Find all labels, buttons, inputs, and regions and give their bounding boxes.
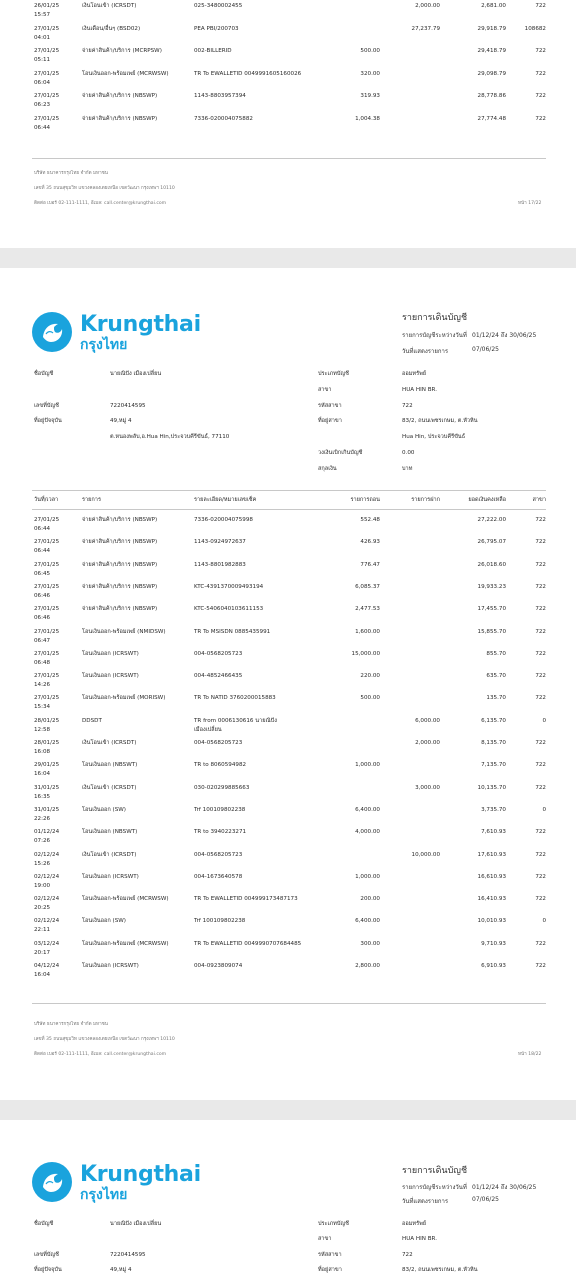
cell-time: 06:46 [34, 592, 51, 599]
cell-withdraw: 319.93 [360, 93, 380, 100]
page-number: หน้า 17/22 [518, 201, 542, 206]
cell-date: 27/01/25 [34, 583, 60, 590]
cell-desc: เงินโอนเข้า (ICRSDT) [82, 784, 137, 791]
cell-balance: 7,610.93 [481, 829, 506, 836]
page-number: หน้า 18/22 [518, 1052, 542, 1057]
cell-branch: 722 [535, 695, 546, 702]
cell-time: 15:26 [34, 860, 51, 867]
branch-code: 722 [402, 1252, 413, 1258]
print-date: 07/06/25 [472, 1196, 499, 1203]
overdraft: 0.00 [402, 450, 415, 456]
cell-detail: 7336-020004075998 [194, 517, 253, 523]
cell-deposit: 2,000.00 [415, 3, 440, 9]
account-name: นายณิปัง เมืองเปลี่ยน [110, 1221, 162, 1227]
cell-branch: 722 [535, 940, 546, 947]
cell-time: 16:04 [34, 771, 51, 778]
cell-branch: 722 [535, 963, 546, 969]
cell-date: 27/01/25 [34, 70, 60, 77]
cell-detail-line2: เมืองเปลี่ยน [194, 726, 222, 733]
cell-desc: เงินโอนเข้า (ICRSDT) [82, 3, 137, 9]
cell-withdraw: 1,000.00 [355, 873, 380, 880]
cell-withdraw: 2,477.53 [355, 606, 380, 613]
cell-balance: 7,135.70 [481, 762, 506, 769]
cell-branch: 722 [535, 116, 546, 122]
cell-branch: 722 [535, 561, 546, 568]
cell-branch: 722 [535, 517, 546, 523]
cell-desc: โอนเงินออก (SW) [82, 918, 126, 925]
branch-address-line2: Hua Hin, ประจวบคีรีขันธ์ [402, 434, 466, 440]
cell-withdraw: 1,600.00 [355, 628, 380, 635]
cell-balance: 15,855.70 [477, 628, 506, 635]
branch-address-label: ที่อยู่สาขา [318, 418, 342, 424]
cell-desc: DDSDT [82, 717, 102, 724]
address-line1: 49,หมู่ 4 [110, 418, 132, 424]
currency: บาท [402, 466, 413, 472]
account-type-label: ประเภทบัญชี [318, 371, 349, 377]
cell-balance: 17,455.70 [477, 606, 506, 613]
cell-branch: 722 [535, 606, 546, 613]
footer-company: บริษัท ธนาคารกรุงไทย จำกัด มหาชน [34, 171, 108, 176]
cell-date: 02/12/24 [34, 918, 60, 925]
cell-balance: 29,418.79 [477, 48, 506, 55]
address-label: ที่อยู่ปัจจุบัน [34, 418, 62, 424]
cell-detail: TR to 8060594982 [194, 762, 247, 769]
cell-time: 05:11 [34, 57, 51, 64]
footer-company: บริษัท ธนาคารกรุงไทย จำกัด มหาชน [34, 1022, 108, 1027]
cell-date: 03/12/24 [34, 940, 60, 947]
cell-balance: 10,135.70 [477, 784, 506, 791]
cell-time: 06:44 [34, 526, 51, 532]
branch-address-line1: 83/2, ถนนเพชรเกษม, ต.หัวหิน [402, 1267, 478, 1273]
branch-code-label: รหัสสาขา [318, 403, 342, 409]
branch: HUA HIN BR. [402, 1236, 438, 1242]
cell-branch: 0 [542, 806, 546, 813]
cell-detail: Trf 100109802238 [194, 806, 246, 813]
brand-name-en: Krungthai [80, 1162, 201, 1187]
col-desc: รายการ [82, 497, 101, 503]
account-name: นายณิปัง เมืองเปลี่ยน [110, 371, 162, 377]
account-number-label: เลขที่บัญชี [34, 1252, 59, 1258]
cell-desc: จ่ายค่าสินค้า/บริการ (NBSWP) [82, 93, 158, 100]
cell-balance: 3,735.70 [481, 806, 506, 813]
cell-deposit: 27,237.79 [411, 25, 440, 32]
cell-desc: โอนเงินออก (ICRSWT) [82, 650, 139, 657]
address-label: ที่อยู่ปัจจุบัน [34, 1267, 62, 1273]
cell-desc: จ่ายค่าสินค้า/บริการ (NBSWP) [82, 561, 158, 568]
cell-time: 16:04 [34, 972, 51, 978]
branch-label: สาขา [318, 1236, 332, 1242]
account-number: 7220414595 [110, 403, 146, 409]
cell-deposit: 6,000.00 [415, 717, 440, 724]
cell-detail: 004-0568205723 [194, 851, 243, 858]
account-name-label: ชื่อบัญชี [34, 371, 54, 377]
address-line2: ต.หนองพลับ,อ.Hua Hin,ประจวบคีรีขันธ์, 77110 [110, 434, 230, 440]
cell-desc: โอนเงินออก-พร้อมเพย์ (MCRWSW) [82, 940, 169, 947]
cell-desc: โอนเงินออก-พร้อมเพย์ (NMIDSW) [82, 628, 166, 635]
account-type-label: ประเภทบัญชี [318, 1221, 349, 1227]
cell-date: 27/01/25 [34, 561, 60, 568]
cell-time: 14:26 [34, 682, 51, 689]
cell-branch: 722 [535, 829, 546, 836]
cell-detail: 025-3480002455 [194, 3, 243, 9]
statement-title: รายการเดินบัญชี [402, 313, 468, 323]
col-balance: ยอดเงินคงเหลือ [468, 497, 506, 503]
cell-desc: จ่ายค่าสินค้า/บริการ (MCRPSW) [82, 48, 162, 55]
cell-detail: 1143-8801982883 [194, 561, 246, 568]
cell-detail: 004-0568205723 [194, 740, 243, 746]
col-detail: รายละเอียด/หมายเลขเช็ค [194, 497, 257, 503]
cell-time: 16:35 [34, 793, 51, 800]
col-deposit: รายการฝาก [411, 497, 440, 503]
cell-balance: 6,135.70 [481, 717, 506, 724]
cell-date: 27/01/25 [34, 25, 60, 32]
statement-page [0, 268, 576, 1100]
cell-balance: 27,222.00 [477, 517, 506, 523]
cell-balance: 635.70 [486, 673, 506, 680]
cell-desc: โอนเงินออก-พร้อมเพย์ (MORISW) [82, 695, 166, 702]
cell-branch: 722 [535, 762, 546, 769]
cell-date: 02/12/24 [34, 851, 60, 858]
cell-withdraw: 776.47 [360, 561, 380, 568]
cell-date: 02/12/24 [34, 896, 60, 903]
cell-desc: จ่ายค่าสินค้า/บริการ (NBSWP) [82, 539, 158, 546]
cell-detail: KTC-4391370009493194 [194, 583, 264, 590]
cell-date: 27/01/25 [34, 628, 60, 635]
cell-branch: 722 [535, 784, 546, 791]
cell-balance: 2,681.00 [481, 3, 506, 9]
col-branch: สาขา [532, 497, 546, 503]
cell-balance: 26,795.07 [477, 539, 506, 546]
cell-balance: 17,610.93 [477, 851, 506, 858]
account-number-label: เลขที่บัญชี [34, 403, 59, 409]
statement-title: รายการเดินบัญชี [402, 1166, 468, 1176]
cell-time: 12:58 [34, 726, 51, 733]
cell-date: 27/01/25 [34, 48, 60, 55]
cell-deposit: 3,000.00 [415, 784, 440, 791]
cell-time: 15:57 [34, 12, 51, 18]
cell-time: 06:46 [34, 615, 51, 622]
cell-date: 27/01/25 [34, 695, 60, 702]
cell-withdraw: 15,000.00 [351, 650, 380, 657]
cell-deposit: 2,000.00 [415, 740, 440, 746]
cell-balance: 135.70 [486, 695, 506, 702]
account-type: ออมทรัพย์ [402, 371, 427, 377]
cell-withdraw: 6,400.00 [355, 918, 380, 925]
cell-balance: 29,098.79 [477, 70, 506, 77]
cell-detail: 004-4852466435 [194, 673, 243, 680]
footer-divider [32, 1003, 546, 1004]
cell-balance: 10,010.93 [477, 918, 506, 925]
cell-branch: 0 [542, 717, 546, 724]
cell-detail: Trf 100109802238 [194, 918, 246, 925]
footer-divider [32, 158, 546, 159]
cell-desc: จ่ายค่าสินค้า/บริการ (NBSWP) [82, 583, 158, 590]
cell-balance: 6,910.93 [481, 963, 506, 969]
cell-time: 22:26 [34, 815, 51, 822]
cell-detail: TR To EWALLETID 0049991605160026 [194, 70, 302, 77]
cell-withdraw: 426.93 [360, 539, 380, 546]
footer-address: เลขที่ 35 ถนนสุขุมวิท แขวงคลองเตยเหนือ เขตวัฒนา กรุงเทพฯ 10110 [34, 186, 175, 191]
cell-desc: โอนเงินออก (NBSWT) [82, 829, 138, 836]
cell-date: 27/01/25 [34, 606, 60, 613]
account-number: 7220414595 [110, 1252, 146, 1258]
cell-balance: 16,610.93 [477, 873, 506, 880]
cell-branch: 722 [535, 896, 546, 903]
krungthai-bird-icon [32, 312, 72, 352]
account-type: ออมทรัพย์ [402, 1221, 427, 1227]
cell-withdraw: 6,400.00 [355, 806, 380, 813]
cell-desc: จ่ายค่าสินค้า/บริการ (NBSWP) [82, 606, 158, 613]
cell-branch: 722 [535, 650, 546, 657]
cell-time: 06:44 [34, 125, 51, 131]
cell-balance: 29,918.79 [477, 25, 506, 32]
cell-time: 07:26 [34, 838, 51, 845]
print-date-label: วันที่แสดงรายการ [402, 1198, 449, 1205]
branch-address-label: ที่อยู่สาขา [318, 1267, 342, 1273]
cell-detail: 1143-8803957394 [194, 93, 246, 100]
cell-date: 27/01/25 [34, 650, 60, 657]
cell-branch: 722 [535, 851, 546, 858]
table-header-bottom-line [32, 509, 546, 510]
cell-date: 27/01/25 [34, 116, 60, 122]
branch-address-line1: 83/2, ถนนเพชรเกษม, ต.หัวหิน [402, 418, 478, 424]
cell-time: 22:11 [34, 927, 51, 934]
cell-time: 06:45 [34, 570, 51, 577]
cell-time: 06:44 [34, 548, 51, 555]
cell-withdraw: 300.00 [360, 940, 380, 947]
cell-branch: 722 [535, 539, 546, 546]
cell-withdraw: 500.00 [360, 48, 380, 55]
cell-detail: 004-1673640578 [194, 873, 243, 880]
cell-branch: 108682 [524, 25, 546, 32]
cell-time: 16:08 [34, 749, 51, 755]
cell-desc: โอนเงินออก (SW) [82, 806, 126, 813]
branch: HUA HIN BR. [402, 387, 438, 393]
cell-balance: 26,018.60 [477, 561, 506, 568]
cell-detail: 1143-0924972637 [194, 539, 246, 546]
print-date-label: วันที่แสดงรายการ [402, 348, 449, 355]
cell-time: 04:01 [34, 34, 51, 41]
period-label: รายการบัญชีระหว่างวันที่ [402, 1184, 467, 1191]
cell-time: 20:25 [34, 905, 51, 912]
cell-withdraw: 1,004.38 [355, 116, 380, 122]
cell-date: 31/01/25 [34, 806, 60, 813]
brand-name-en: Krungthai [80, 312, 201, 337]
cell-desc: เงินโอนเข้า (ICRSDT) [82, 740, 137, 746]
cell-desc: โอนเงินออก (ICRSWT) [82, 873, 139, 880]
cell-balance: 19,933.23 [477, 583, 506, 590]
print-date: 07/06/25 [472, 346, 499, 353]
branch-code: 722 [402, 403, 413, 409]
cell-date: 27/01/25 [34, 673, 60, 680]
statement-page-next [0, 1120, 576, 1280]
cell-balance: 27,774.48 [477, 116, 506, 122]
cell-branch: 722 [535, 93, 546, 100]
cell-time: 06:48 [34, 659, 51, 666]
cell-date: 28/01/25 [34, 717, 60, 724]
cell-detail: TR To NATID 3760200015883 [194, 695, 276, 702]
cell-date: 28/01/25 [34, 740, 60, 746]
cell-desc: เงินเดือน/อื่นๆ (BSD02) [82, 25, 141, 32]
cell-desc: โอนเงินออก-พร้อมเพย์ (MCRWSW) [82, 70, 169, 77]
cell-balance: 9,710.93 [481, 940, 506, 947]
col-date: วันที่/เวลา [34, 497, 59, 503]
krungthai-bird-icon [32, 1162, 72, 1202]
cell-branch: 722 [535, 673, 546, 680]
krungthai-logo [32, 1162, 72, 1202]
cell-branch: 722 [535, 70, 546, 77]
cell-balance: 8,135.70 [481, 740, 506, 746]
cell-date: 31/01/25 [34, 784, 60, 791]
cell-date: 29/01/25 [34, 762, 60, 769]
cell-detail: TR To EWALLETID 004999173487173 [194, 896, 298, 903]
cell-detail: TR to 3940223271 [194, 829, 247, 836]
cell-detail: TR To EWALLETID 0049990707684485 [194, 940, 302, 947]
cell-balance: 855.70 [486, 650, 506, 657]
cell-branch: 722 [535, 3, 546, 9]
col-withdraw: รายการถอน [350, 497, 380, 503]
cell-withdraw: 6,085.37 [355, 583, 380, 590]
cell-desc: เงินโอนเข้า (ICRSDT) [82, 851, 137, 858]
cell-detail: 002-BILLERID [194, 48, 232, 55]
cell-desc: โอนเงินออก (ICRSWT) [82, 673, 139, 680]
cell-time: 06:47 [34, 637, 51, 644]
table-header-top-line [32, 490, 546, 491]
cell-date: 27/01/25 [34, 517, 60, 523]
cell-withdraw: 500.00 [360, 695, 380, 702]
cell-branch: 722 [535, 48, 546, 55]
overdraft-label: วงเงินเบิกเกินบัญชี [318, 450, 363, 456]
cell-detail: 7336-020004075882 [194, 116, 253, 122]
cell-desc: โอนเงินออก (NBSWT) [82, 762, 138, 769]
cell-withdraw: 320.00 [360, 70, 380, 77]
cell-desc: โอนเงินออก (ICRSWT) [82, 963, 139, 969]
cell-desc: จ่ายค่าสินค้า/บริการ (NBSWP) [82, 517, 158, 523]
cell-time: 06:23 [34, 102, 51, 109]
cell-branch: 0 [542, 918, 546, 925]
period-label: รายการบัญชีระหว่างวันที่ [402, 332, 467, 339]
brand-name-th: กรุงไทย [80, 337, 128, 353]
cell-detail: 030-020299885663 [194, 784, 250, 791]
cell-time: 20:17 [34, 949, 51, 956]
cell-time: 15:34 [34, 704, 51, 711]
krungthai-logo [32, 312, 72, 352]
cell-deposit: 10,000.00 [411, 851, 440, 858]
address-line1: 49,หมู่ 4 [110, 1267, 132, 1273]
cell-balance: 16,410.93 [477, 896, 506, 903]
cell-desc: จ่ายค่าสินค้า/บริการ (NBSWP) [82, 116, 158, 122]
cell-withdraw: 552.48 [360, 517, 380, 523]
branch-label: สาขา [318, 387, 332, 393]
cell-branch: 722 [535, 873, 546, 880]
cell-withdraw: 1,000.00 [355, 762, 380, 769]
branch-code-label: รหัสสาขา [318, 1252, 342, 1258]
cell-detail: TR To MSISDN 0885435991 [194, 628, 271, 635]
cell-branch: 722 [535, 740, 546, 746]
footer-contact: ติดต่อ เบอร์ 02-111-1111, อีเมล: call.center@krungthai.com [34, 201, 167, 206]
cell-detail: KTC-5406040103611153 [194, 606, 264, 613]
cell-date: 26/01/25 [34, 3, 60, 9]
footer-contact: ติดต่อ เบอร์ 02-111-1111, อีเมล: call.center@krungthai.com [34, 1052, 167, 1057]
cell-date: 02/12/24 [34, 873, 60, 880]
account-name-label: ชื่อบัญชี [34, 1221, 54, 1227]
cell-detail: 004-0568205723 [194, 650, 243, 657]
cell-time: 06:04 [34, 79, 51, 86]
cell-date: 27/01/25 [34, 93, 60, 100]
cell-date: 27/01/25 [34, 539, 60, 546]
cell-branch: 722 [535, 628, 546, 635]
cell-detail: PEA PBI/200703 [194, 25, 239, 32]
period-value: 01/12/24 ถึง 30/06/25 [472, 332, 537, 339]
cell-withdraw: 220.00 [360, 673, 380, 680]
cell-withdraw: 2,800.00 [355, 963, 380, 969]
currency-label: สกุลเงิน [318, 466, 337, 472]
cell-detail: TR from 0006130616 นายณิปัง [194, 717, 277, 724]
cell-withdraw: 200.00 [360, 896, 380, 903]
cell-desc: โอนเงินออก-พร้อมเพย์ (MCRWSW) [82, 896, 169, 903]
cell-branch: 722 [535, 583, 546, 590]
cell-time: 19:00 [34, 882, 51, 889]
cell-withdraw: 4,000.00 [355, 829, 380, 836]
cell-date: 04/12/24 [34, 963, 60, 969]
brand-name-th: กรุงไทย [80, 1187, 128, 1203]
statement-page-prev [0, 0, 576, 248]
period-value: 01/12/24 ถึง 30/06/25 [472, 1184, 537, 1191]
cell-date: 01/12/24 [34, 829, 60, 836]
footer-address: เลขที่ 35 ถนนสุขุมวิท แขวงคลองเตยเหนือ เขตวัฒนา กรุงเทพฯ 10110 [34, 1037, 175, 1042]
cell-detail: 004-0923809074 [194, 963, 243, 969]
cell-balance: 28,778.86 [477, 93, 506, 100]
